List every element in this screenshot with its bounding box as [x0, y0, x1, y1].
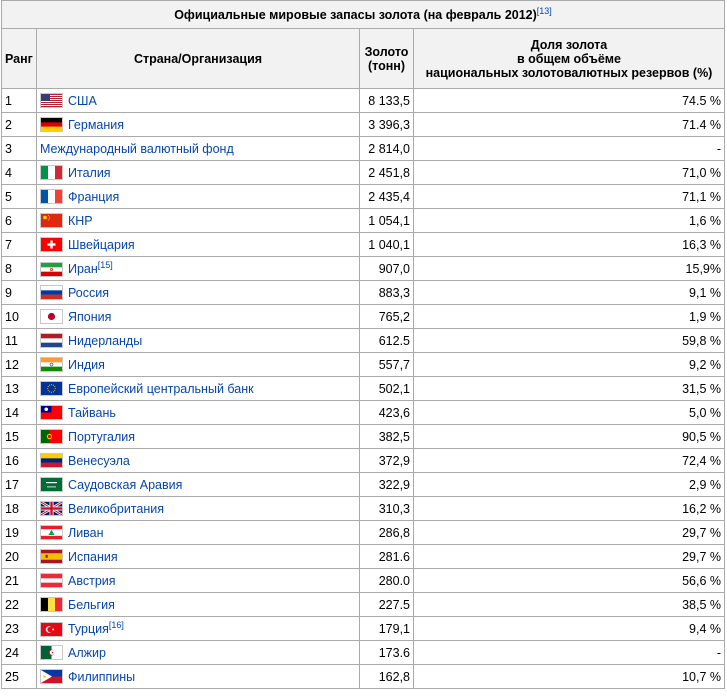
country-cell	[37, 545, 360, 569]
gold-share-cell: 31,5 %	[414, 377, 725, 401]
rank-cell: 22	[2, 593, 37, 617]
eu-flag-icon	[40, 381, 63, 396]
country-cell	[37, 209, 360, 233]
gold-tonnes-cell: 8 133,5	[360, 89, 414, 113]
country-link[interactable]: Тайвань	[68, 406, 116, 420]
header-country[interactable]: Страна/Организация	[37, 29, 360, 89]
country-link[interactable]: Алжир	[68, 646, 106, 660]
rank-cell: 20	[2, 545, 37, 569]
gold-tonnes-cell: 2 814,0	[360, 137, 414, 161]
table-row	[2, 617, 725, 641]
rank-cell: 2	[2, 113, 37, 137]
venezuela-flag-icon	[40, 453, 63, 468]
table-row	[2, 233, 725, 257]
gold-share-cell: 15,9%	[414, 257, 725, 281]
country-cell	[37, 281, 360, 305]
spain-flag-icon	[40, 549, 63, 564]
gold-tonnes-cell: 883,3	[360, 281, 414, 305]
gold-tonnes-cell: 162,8	[360, 665, 414, 689]
country-cell	[37, 329, 360, 353]
taiwan-flag-icon	[40, 405, 63, 420]
country-link[interactable]: Иран	[68, 262, 98, 277]
header-rank[interactable]: Ранг	[2, 29, 37, 89]
table-row	[2, 329, 725, 353]
country-cell	[37, 521, 360, 545]
rank-cell: 1	[2, 89, 37, 113]
table-row	[2, 425, 725, 449]
table-row	[2, 449, 725, 473]
uk-flag-icon	[40, 501, 63, 516]
rank-cell: 17	[2, 473, 37, 497]
rank-cell: 21	[2, 569, 37, 593]
country-link[interactable]: КНР	[68, 214, 93, 228]
gold-tonnes-cell: 1 040,1	[360, 233, 414, 257]
table-row	[2, 521, 725, 545]
austria-flag-icon	[40, 573, 63, 588]
gold-share-cell: 71,0 %	[414, 161, 725, 185]
portugal-flag-icon	[40, 429, 63, 444]
country-cell	[37, 137, 360, 161]
rank-cell: 9	[2, 281, 37, 305]
table-row	[2, 209, 725, 233]
gold-tonnes-cell: 907,0	[360, 257, 414, 281]
country-link[interactable]: Венесуэла	[68, 454, 130, 468]
header-gold[interactable]	[360, 29, 414, 89]
table-row	[2, 89, 725, 113]
country-cell	[37, 569, 360, 593]
italy-flag-icon	[40, 165, 63, 180]
country-link[interactable]: Австрия	[68, 574, 116, 588]
country-cell	[37, 233, 360, 257]
country-link[interactable]: Испания	[68, 550, 118, 564]
france-flag-icon	[40, 189, 63, 204]
rank-cell: 14	[2, 401, 37, 425]
table-row	[2, 401, 725, 425]
rank-cell: 24	[2, 641, 37, 665]
header-share-line3: национальных золотовалютных резервов (%)	[425, 65, 713, 80]
netherlands-flag-icon	[40, 333, 63, 348]
country-link[interactable]: Европейский центральный банк	[68, 382, 254, 396]
gold-tonnes-cell: 1 054,1	[360, 209, 414, 233]
switzerland-flag-icon	[40, 237, 63, 252]
gold-share-cell: 90,5 %	[414, 425, 725, 449]
russia-flag-icon	[40, 285, 63, 300]
rank-cell: 7	[2, 233, 37, 257]
country-link[interactable]: Великобритания	[68, 502, 164, 516]
gold-share-cell: 2,9 %	[414, 473, 725, 497]
country-link[interactable]: Международный валютный фонд	[40, 141, 234, 156]
country-link[interactable]: Бельгия	[68, 598, 115, 612]
philippines-flag-icon	[40, 669, 63, 684]
turkey-flag-icon	[40, 622, 63, 637]
lebanon-flag-icon	[40, 525, 63, 540]
rank-cell: 18	[2, 497, 37, 521]
table-row	[2, 497, 725, 521]
gold-tonnes-cell: 173.6	[360, 641, 414, 665]
table-row	[2, 257, 725, 281]
rank-cell: 23	[2, 617, 37, 641]
country-link[interactable]: Португалия	[68, 430, 136, 444]
gold-reserves-table	[1, 0, 725, 689]
gold-tonnes-cell: 227.5	[360, 593, 414, 617]
country-cell	[37, 257, 360, 281]
gold-share-cell: 16,3 %	[414, 233, 725, 257]
country-cell	[37, 473, 360, 497]
table-row	[2, 137, 725, 161]
algeria-flag-icon	[40, 645, 63, 660]
gold-tonnes-cell: 382,5	[360, 425, 414, 449]
rank-cell: 6	[2, 209, 37, 233]
gold-share-cell: 1,6 %	[414, 209, 725, 233]
table-row	[2, 185, 725, 209]
header-share-line2: в общем объёме	[516, 51, 622, 66]
country-link[interactable]: Индия	[68, 358, 105, 372]
country-link[interactable]: Нидерланды	[68, 334, 143, 348]
table-row	[2, 545, 725, 569]
gold-share-cell: 9,2 %	[414, 353, 725, 377]
country-reference-link[interactable]: [15]	[97, 260, 113, 271]
gold-share-cell: 71.4 %	[414, 113, 725, 137]
gold-share-cell: 16,2 %	[414, 497, 725, 521]
country-link[interactable]: Япония	[68, 310, 112, 324]
gold-share-cell: 5,0 %	[414, 401, 725, 425]
gold-tonnes-cell: 502,1	[360, 377, 414, 401]
country-link[interactable]: США	[68, 94, 97, 108]
country-cell	[37, 305, 360, 329]
india-flag-icon	[40, 357, 63, 372]
table-row	[2, 113, 725, 137]
iran-flag-icon	[40, 262, 63, 277]
gold-share-cell: 38,5 %	[414, 593, 725, 617]
country-cell	[37, 185, 360, 209]
china-flag-icon	[40, 213, 63, 228]
gold-tonnes-cell: 765,2	[360, 305, 414, 329]
country-link[interactable]: Филиппины	[68, 670, 136, 684]
belgium-flag-icon	[40, 597, 63, 612]
gold-share-cell: 56,6 %	[414, 569, 725, 593]
gold-share-cell: -	[414, 137, 725, 161]
country-cell	[37, 617, 360, 641]
gold-share-cell: 9,1 %	[414, 281, 725, 305]
country-cell	[37, 497, 360, 521]
table-row	[2, 377, 725, 401]
country-cell	[37, 593, 360, 617]
gold-tonnes-cell: 310,3	[360, 497, 414, 521]
table-row	[2, 473, 725, 497]
japan-flag-icon	[40, 309, 63, 324]
table-row	[2, 593, 725, 617]
gold-tonnes-cell: 612.5	[360, 329, 414, 353]
country-cell	[37, 449, 360, 473]
gold-tonnes-cell: 557,7	[360, 353, 414, 377]
table-row	[2, 281, 725, 305]
table-row	[2, 353, 725, 377]
rank-cell: 5	[2, 185, 37, 209]
rank-cell: 10	[2, 305, 37, 329]
rank-cell: 13	[2, 377, 37, 401]
header-share-line1: Доля золота	[530, 37, 608, 52]
country-cell	[37, 89, 360, 113]
gold-tonnes-cell: 423,6	[360, 401, 414, 425]
country-cell	[37, 377, 360, 401]
rank-cell: 4	[2, 161, 37, 185]
gold-share-cell: 29,7 %	[414, 521, 725, 545]
gold-share-cell: 72,4 %	[414, 449, 725, 473]
gold-share-cell: 74.5 %	[414, 89, 725, 113]
caption-reference-link[interactable]: [13]	[536, 6, 552, 17]
table-row	[2, 665, 725, 689]
caption-text: Официальные мировые запасы золота (на февраль 2012)	[174, 8, 537, 23]
table-row	[2, 569, 725, 593]
table-row	[2, 305, 725, 329]
gold-tonnes-cell: 2 451,8	[360, 161, 414, 185]
gold-tonnes-cell: 179,1	[360, 617, 414, 641]
country-link[interactable]: Россия	[68, 286, 109, 300]
country-link[interactable]: Германия	[68, 118, 125, 132]
gold-share-cell: 71,1 %	[414, 185, 725, 209]
rank-cell: 12	[2, 353, 37, 377]
gold-tonnes-cell: 372,9	[360, 449, 414, 473]
gold-share-cell: -	[414, 641, 725, 665]
rank-cell: 16	[2, 449, 37, 473]
gold-tonnes-cell: 3 396,3	[360, 113, 414, 137]
header-gold-line2: (тонн)	[367, 58, 406, 73]
country-cell	[37, 401, 360, 425]
gold-tonnes-cell: 322,9	[360, 473, 414, 497]
country-reference-link[interactable]: [16]	[108, 620, 124, 631]
table-row	[2, 641, 725, 665]
gold-tonnes-cell: 280.0	[360, 569, 414, 593]
germany-flag-icon	[40, 117, 63, 132]
gold-share-cell: 59,8 %	[414, 329, 725, 353]
country-cell	[37, 113, 360, 137]
country-link[interactable]: Швейцария	[68, 238, 135, 252]
country-link[interactable]: Италия	[68, 166, 111, 180]
gold-tonnes-cell: 286,8	[360, 521, 414, 545]
gold-tonnes-cell: 281.6	[360, 545, 414, 569]
country-link[interactable]: Саудовская Аравия	[68, 478, 183, 492]
rank-cell: 19	[2, 521, 37, 545]
rank-cell: 11	[2, 329, 37, 353]
table-caption	[2, 1, 725, 29]
rank-cell: 3	[2, 137, 37, 161]
rank-cell: 8	[2, 257, 37, 281]
gold-share-cell: 29,7 %	[414, 545, 725, 569]
rank-cell: 25	[2, 665, 37, 689]
rank-cell: 15	[2, 425, 37, 449]
country-link[interactable]: Турция	[68, 622, 109, 637]
gold-share-cell: 10,7 %	[414, 665, 725, 689]
gold-share-cell: 9,4 %	[414, 617, 725, 641]
country-cell	[37, 161, 360, 185]
header-share[interactable]	[414, 29, 725, 89]
table-row	[2, 161, 725, 185]
country-link[interactable]: Франция	[68, 190, 120, 204]
table-body	[2, 89, 725, 689]
country-link[interactable]: Ливан	[68, 526, 104, 540]
saudi-arabia-flag-icon	[40, 477, 63, 492]
header-gold-line1: Золото	[364, 44, 409, 59]
country-cell	[37, 665, 360, 689]
gold-share-cell: 1,9 %	[414, 305, 725, 329]
country-cell	[37, 353, 360, 377]
gold-tonnes-cell: 2 435,4	[360, 185, 414, 209]
country-cell	[37, 425, 360, 449]
us-flag-icon	[40, 93, 63, 108]
country-cell	[37, 641, 360, 665]
